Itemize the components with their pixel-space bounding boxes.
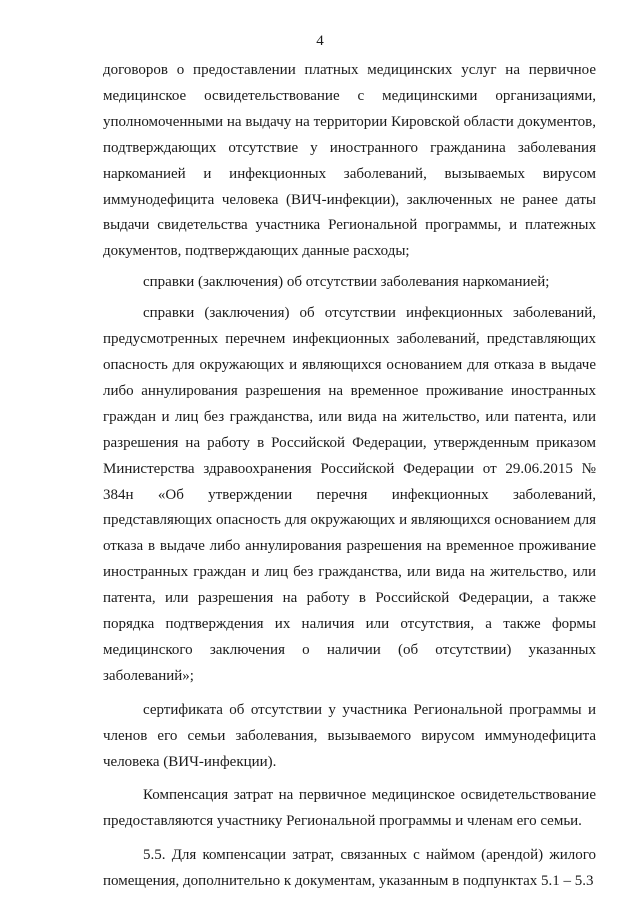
document-body (103, 58, 596, 895)
paragraph-section-5-5: 5.5. Для компенсации затрат, связанных с наймом (арендой) жилого помещения, дополнительно к документам, указанным в подпунктах 5.1 – 5.3 (103, 847, 596, 890)
paragraph-compensation: Компенсация затрат на первичное медицинское освидетельствование предоставляются участнику Региональной программы и членам его семьи. (103, 787, 596, 830)
paragraph-hiv-certificate: сертификата об отсутствии у участника Региональной программы и членов его семьи заболевания, вызываемого вирусом иммунодефицита человека (ВИЧ-инфекции). (103, 701, 596, 770)
page-number: 4 (316, 33, 324, 49)
paragraph-contract-documents: договоров о предоставлении платных медицинских услуг на первичное медицинское освидетельствование с медицинскими организациями, уполномоченными на выдачу на территории Кировской области документов, подтверждающих отсутствие у иностранного гражданина заболевания наркоманией и инфекционных заболеваний, вызываемых вирусом иммунодефицита человека (ВИЧ-инфекции), заключенных не ранее даты выдачи свидетельства участника Региональной программы, и платежных документов, подтверждающих данные расходы; (103, 62, 596, 260)
paragraph-infection-certificate: справки (заключения) об отсутствии инфекционных заболеваний, предусмотренных перечнем инфекционных заболеваний, представляющих опасность для окружающих и являющихся основанием для отказа в выдаче либо аннулирования разрешения на временное проживание иностранных граждан и лиц без гражданства, или вида на жительство, или патента, или разрешения на работу в Российской Федерации, утвержденным приказом Министерства здравоохранения Российской Федерации от 29.06.2015 № 384н «Об утверждении перечня инфекционных заболеваний, представляющих опасность для окружающих и являющихся основанием для отказа в выдаче либо аннулирования разрешения на временное проживание иностранных граждан и лиц без гражданства, или вида на жительство, или патента, или разрешения на работу в Российской Федерации, а также порядка подтверждения их наличия или отсутствия, а также формы медицинского заключения о наличии (об отсутствии) указанных заболеваний»; (103, 305, 596, 684)
paragraph-drug-certificate: справки (заключения) об отсутствии заболевания наркоманией; (143, 274, 550, 291)
